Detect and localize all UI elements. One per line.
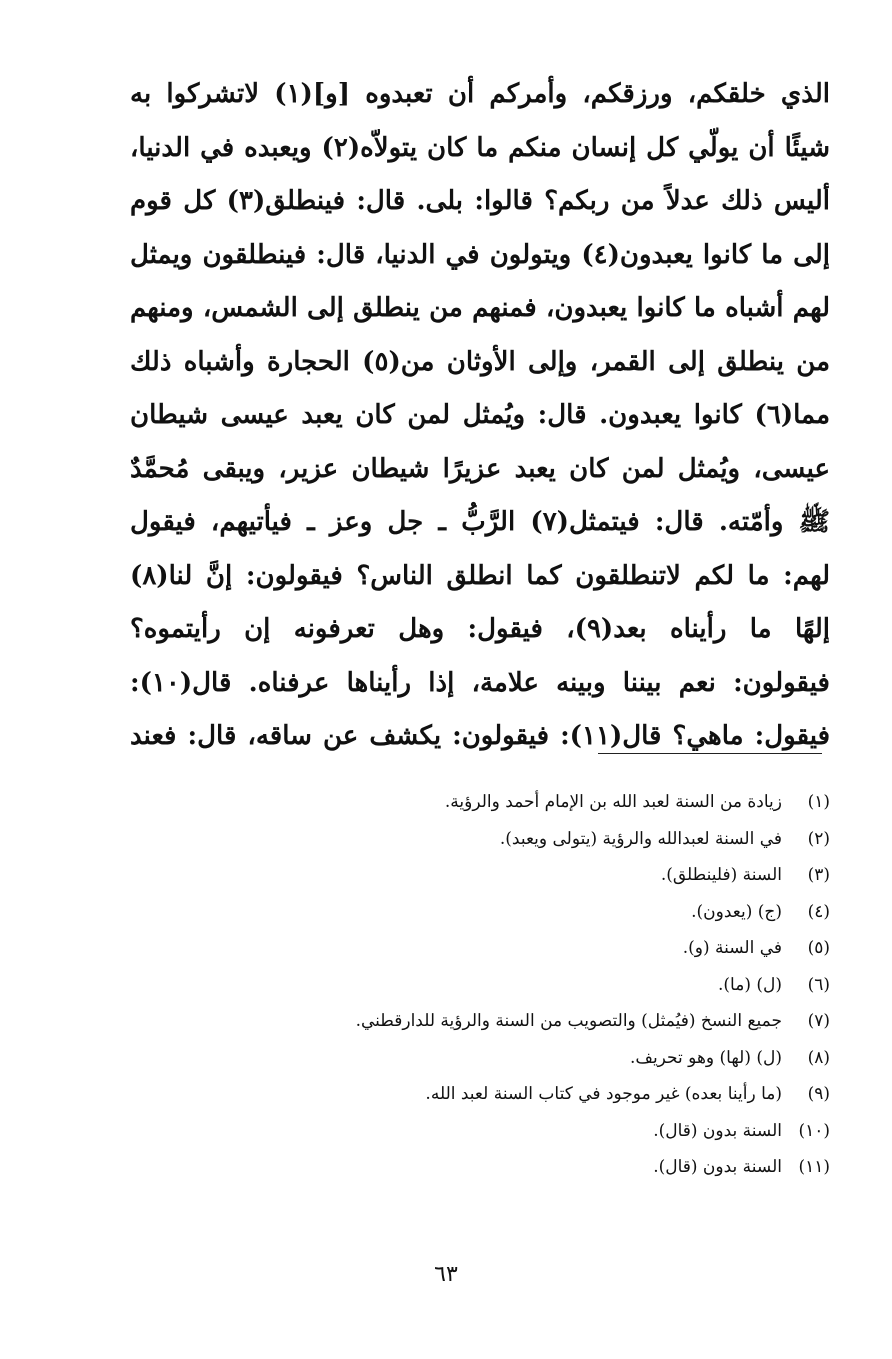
footnote-text: (ل) (لها) وهو تحريف. <box>629 1047 782 1068</box>
footnote-number: (١) <box>807 792 830 812</box>
footnote <box>270 967 830 1004</box>
page-number: ٦٣ <box>434 1262 458 1287</box>
footnote-text: السنة (فلينطلق). <box>660 865 782 885</box>
footnote-number: (٥) <box>807 938 830 958</box>
footnote <box>270 1040 830 1077</box>
footnote <box>270 1113 830 1150</box>
footnote-number: (٨) <box>807 1047 830 1068</box>
text-line: مما(٦) كانوا يعبدون. قال: ويُمثل لمن كان يعبد عيسى شيطان <box>130 400 830 430</box>
footnote <box>270 930 830 967</box>
text-line: شيئًا أن يولّي كل إنسان منكم ما كان يتولاّه(٢) ويعبده في الدنيا، <box>130 132 830 163</box>
text-line: فيقولون: نعم بيننا وبينه علامة، إذا رأيناها عرفناه. قال(١٠): <box>130 667 830 698</box>
text-line: لهم: ما لكم لاتنطلقون كما انطلق الناس؟ فيقولون: إنَّ لنا(٨) <box>130 560 830 591</box>
text-line: إلى ما كانوا يعبدون(٤) ويتولون في الدنيا، قال: فينطلقون ويمثل <box>130 239 830 270</box>
text-line: أليس ذلك عدلاً من ربكم؟ قالوا: بلى. قال: فينطلق(٣) كل قوم <box>130 186 831 216</box>
footnote-text: (ل) (ما). <box>718 974 782 995</box>
footnote-text: (ج) (يعدون). <box>691 901 782 922</box>
footnote-separator <box>598 753 822 754</box>
footnote <box>270 821 830 858</box>
text-line: لهم أشباه ما كانوا يعبدون، فمنهم من ينطلق إلى الشمس، ومنهم <box>130 293 830 323</box>
footnote-text: (ما رأينا بعده) غير موجود في كتاب السنة لعبد الله. <box>425 1084 782 1104</box>
footnote-number: (٤) <box>807 901 830 922</box>
footnote <box>270 1076 830 1113</box>
footnote <box>270 894 830 931</box>
footnote-number: (١٠) <box>798 1120 830 1141</box>
footnote-text: في السنة (و). <box>682 938 782 958</box>
footnote-text: زيادة من السنة لعبد الله بن الإمام أحمد والرؤية. <box>444 792 782 812</box>
text-line: إلهًا ما رأيناه بعد(٩)، فيقول: وهل تعرفونه إن رأيتموه؟ <box>130 614 830 644</box>
footnote <box>270 1003 830 1040</box>
footnote <box>270 1149 830 1186</box>
footnote <box>270 857 830 894</box>
footnote-number: (٢) <box>807 828 830 849</box>
footnote-number: (٩) <box>807 1084 830 1104</box>
text-line: من ينطلق إلى القمر، وإلى الأوثان من(٥) الحجارة وأشباه ذلك <box>130 346 830 377</box>
text-line: عيسى، ويُمثل لمن كان يعبد عزيرًا شيطان عزير، ويبقى مُحمَّدٌ <box>130 453 830 484</box>
text-line: ﷺ وأمّته. قال: فيتمثل(٧) الرَّبُّ ـ جل وعز ـ فيأتيهم، فيقول <box>130 507 830 537</box>
main-text <box>130 68 830 764</box>
footnote-number: (٦) <box>807 974 830 995</box>
footnote-text: في السنة لعبدالله والرؤية (يتولى ويعبد). <box>499 828 782 849</box>
footnote <box>270 784 830 821</box>
footnotes <box>270 784 830 1186</box>
footnote-text: السنة بدون (قال). <box>653 1157 782 1177</box>
footnote-number: (٣) <box>807 865 830 885</box>
text-line: فيقول: ماهي؟ قال(١١): فيقولون: يكشف عن ساقه، قال: فعند <box>130 721 830 751</box>
footnote-text: جميع النسخ (فيُمثل) والتصويب من السنة والرؤية للدارقطني. <box>355 1011 782 1031</box>
footnote-number: (١١) <box>798 1157 830 1177</box>
text-line: الذي خلقكم، ورزقكم، وأمركم أن تعبدوه [و](١) لاتشركوا به <box>130 79 831 109</box>
footnote-number: (٧) <box>807 1011 830 1031</box>
footnote-text: السنة بدون (قال). <box>653 1120 782 1141</box>
